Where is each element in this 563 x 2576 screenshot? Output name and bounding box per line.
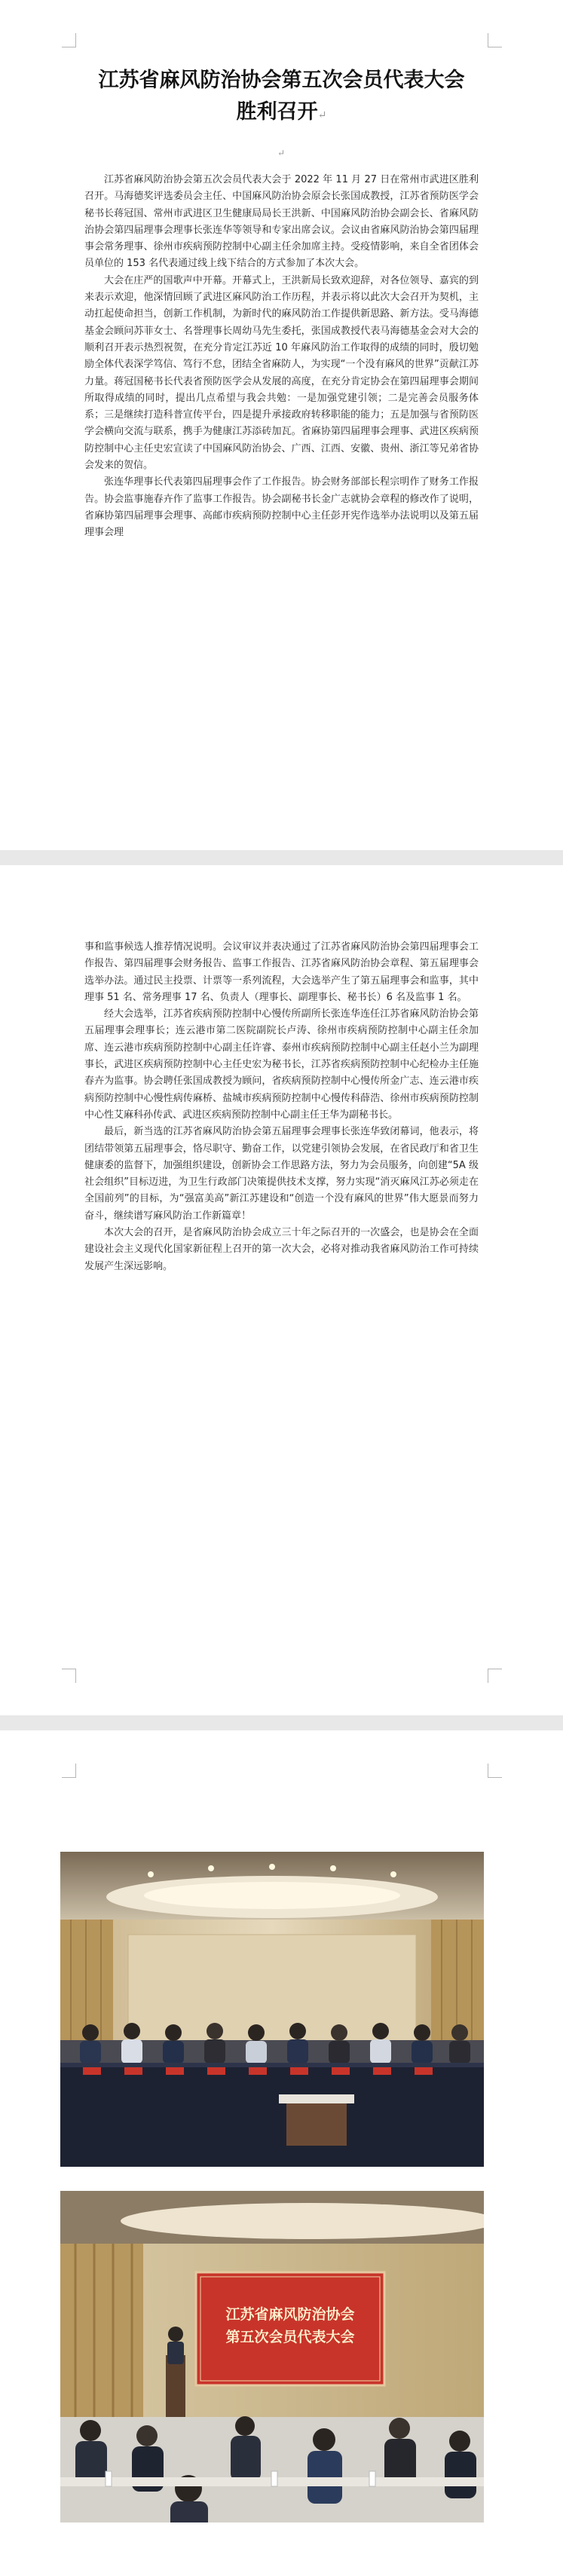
crop-mark bbox=[62, 1764, 76, 1778]
title-line-1: 江苏省麻风防治协会第五次会员代表大会 bbox=[98, 69, 465, 92]
crop-mark bbox=[488, 1764, 502, 1778]
paragraph: 张连华理事长代表第四届理事会作了工作报告。协会财务部部长程宗明作了财务工作报告。协会监事施春卉作了监事工作报告。协会副秘书长金广志就协会章程的修改作了说明，省麻协第四届理事会理事、高邮市疾病预防控制中心主任彭开宪作选举办法说明以及第五届理事会理 bbox=[84, 476, 479, 539]
paragraph: 本次大会的召开，是省麻风防治协会成立三十年之际召开的一次盛会，也是协会在全面建设社会主义现代化国家新征程上召开的第一次大会，必将对推动我省麻风防治工作可持续发展产生深远影响。 bbox=[84, 1227, 479, 1272]
meeting-photo-speaker bbox=[60, 2191, 484, 2522]
crop-mark bbox=[488, 1669, 502, 1683]
document-page-3 bbox=[0, 1730, 563, 2576]
paragraph: 经大会选举，江苏省疾病预防控制中心慢传所副所长张连华连任江苏省麻风防治协会第五届理事会理事长；连云港市第二医院副院长卢涛、徐州市疾病预防控制中心副主任余加席、连云港市疾病预防控制中心副主任许睿、泰州市疾病预防控制中心副主任赵小兰为副理事长，武进区疾病预防控制中心主任史宏为秘书长，江苏省疾病预防控制中心纪检办主任施春卉为监事。协会聘任张国成教授为顾问，省疾病预防控制中心慢传所金广志、连云港市疾病预防控制中心慢性病传麻桥、盐城市疾病预防控制中心慢传科薛浩、徐州市疾病预防控制中心性艾麻科孙传武、武进区疾病预防控制中心副主任王华为副秘书长。 bbox=[84, 1008, 479, 1121]
paragraph: 最后，新当选的江苏省麻风防治协会第五届理事会理事长张连华致闭幕词，他表示，将团结带领第五届理事会，恪尽职守、勤奋工作，以党建引领协会发展，在省民政厅和省卫生健康委的监督下，加强组织建设，创新协会工作思路方法，努力为会员服务，向创建“5A 级社会组织”目标迈进，为卫生行政部门决策提供技术支撑，努力实现“消灭麻风江苏必须走在全国前列”的目标，为“强富美高”新江苏建设和“创造一个没有麻风的世界”伟大愿景而努力奋斗，继续谱写麻风防治工作新篇章！ bbox=[84, 1126, 479, 1222]
document-page-2 bbox=[0, 865, 563, 1715]
crop-mark bbox=[62, 1669, 76, 1683]
paragraph-mark-icon: ↵ bbox=[277, 148, 286, 158]
crop-mark bbox=[488, 33, 502, 47]
document-page-1 bbox=[0, 0, 563, 850]
banner-line-1: 江苏省麻风防治协会 bbox=[225, 2306, 355, 2323]
paragraph: 事和监事候选人推荐情况说明。会议审议并表决通过了江苏省麻风防治协会第四届理事会工作报告、第四届理事会财务报告、监事工作报告、江苏省麻风防治协会章程、第五届理事会选举办法。通过民主投票、计票等一系列流程，大会选举产生了第五届理事会和监事，其中理事 51 名、常务理事 17 名、负责人（理事长、副理事长、秘书长）6 名及监事 1 名。 bbox=[84, 941, 479, 1003]
paragraph: 江苏省麻风防治协会第五次会员代表大会于 2022 年 11 月 27 日在常州市武进区胜利召开。马海德奖评选委员会主任、中国麻风防治协会原会长张国成教授，江苏省预防医学会秘书长蒋冠国、常州市武进区卫生健康局局长王洪新、中国麻风防治协会副会长、省麻风防治协会第四届理事会理事长张连华等领导和专家出席会议。会议由省麻风防治协会第四届理事会常务理事、徐州市疾病预防控制中心副主任余加席主持。受疫情影响，来自全省团体会员单位的 153 名代表通过线上线下结合的方式参加了本次大会。 bbox=[84, 174, 479, 270]
crop-mark bbox=[62, 33, 76, 47]
paragraph: 大会在庄严的国歌声中开幕。开幕式上，王洪新局长致欢迎辞，对各位领导、嘉宾的到来表示欢迎，他深情回顾了武进区麻风防治工作历程，并表示将以此次大会召开为契机，主动扛起使命担当，创新工作机制，为新时代的麻风防治工作提供新思路、新方法。受马海德基金会顾问苏菲女士、名誉理事长周幼马先生委托，张国成教授代表马海德基金会对大会的顺利召开表示热烈祝贺，在充分肯定江苏近 10 年麻风防治工作取得的成绩的同时，殷切勉励全体代表深学笃信、笃行不怠，团结全省麻防人，为实现“一个没有麻风的世界”贡献江苏力量。蒋冠国秘书长代表省预防医学会从发展的高度，在充分肯定协会在第四届理事会期间所取得成绩的同时，提出几点希望与我会共勉：一是加强党建引领；二是完善会员服务体系；三是继续打造科普宣传平台，四是提升承接政府转移职能的能力；五是加强与省预防医学会横向交流与联系，携手为健康江苏添砖加瓦。省麻协第四届理事会理事、武进区疾病预防控制中心主任史宏宣读了中国麻风防治协会、广西、江西、安徽、贵州、浙江等兄弟省协会发来的贺信。 bbox=[84, 274, 479, 472]
paragraph-mark-icon: ↵ bbox=[317, 109, 327, 121]
title-line-2: 胜利召开 bbox=[236, 100, 318, 124]
meeting-photo-head-table bbox=[60, 1852, 484, 2167]
banner-line-2: 第五次会员代表大会 bbox=[225, 2329, 355, 2345]
article-title bbox=[53, 65, 510, 131]
article-body-page-2 bbox=[84, 939, 479, 1275]
article-body-page-1 bbox=[84, 172, 479, 542]
